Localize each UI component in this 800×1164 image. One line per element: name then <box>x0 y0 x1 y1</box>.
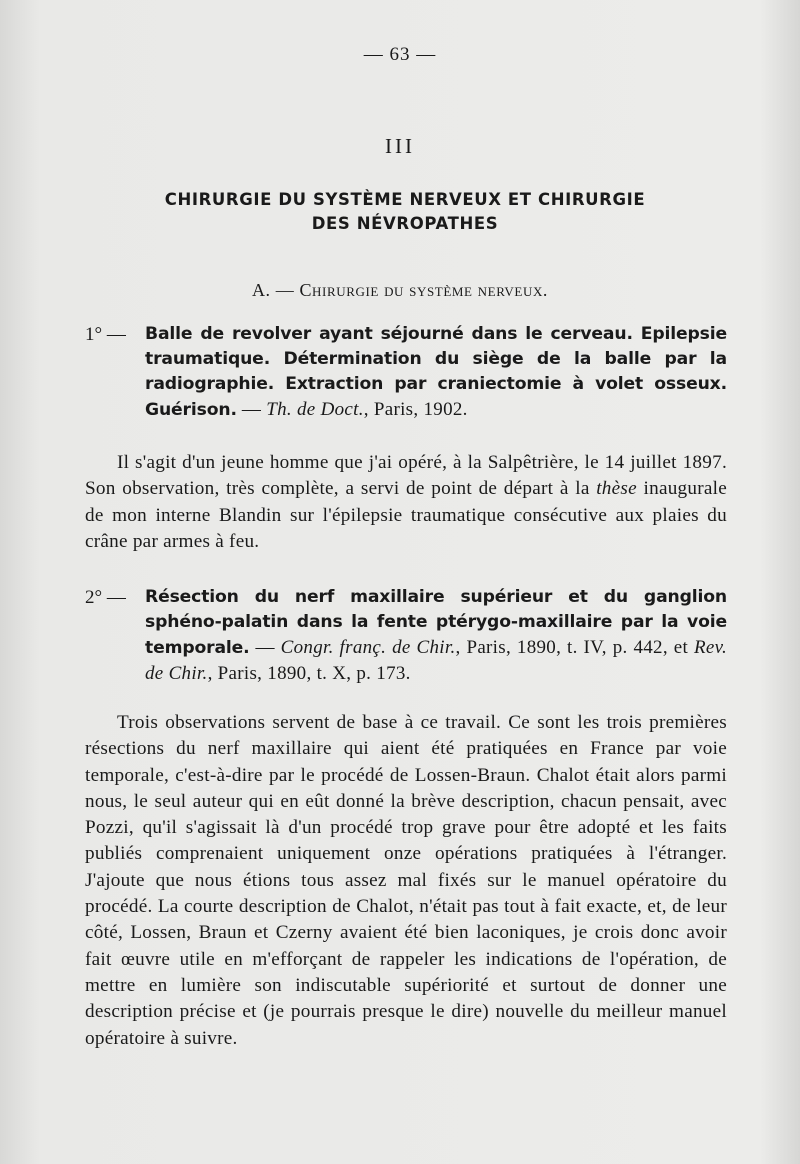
paragraph-1 <box>85 450 727 555</box>
paragraph-2 <box>85 710 727 1052</box>
entry-1-ref-source: Th. de Doct. <box>266 399 364 420</box>
chapter-title-line-2: DES NÉVROPATHES <box>311 214 499 233</box>
entry-2-title: Résection du nerf maxillaire supérieur et du ganglion sphéno-palatin dans la fente ptérygo-maxillaire par la voie temporale. <box>145 587 727 658</box>
entry-2-ref-source-2: Rev. de Chir. <box>145 637 728 684</box>
chapter-title <box>90 188 720 236</box>
entry-1-title: Balle de revolver ayant séjourné dans le cerveau. Epilepsie traumatique. Détermination du siège de la balle par la radiographie. Extraction par craniectomie à volet osseux. Guérison. <box>145 324 727 420</box>
paragraph-1-part-1: Il s'agit d'un jeune homme que j'ai opéré, à la Salpêtrière, le 14 juillet 1897. Son observation, très complète, a servi de point de départ à la <box>85 452 727 500</box>
entry-2-ref-mid: , Paris, 1890, t. IV, p. 442, et <box>455 637 694 658</box>
part-numeral: III <box>385 134 415 158</box>
entry-2-ref-source-1: Congr. franç. de Chir. <box>280 637 456 658</box>
entry-1-body <box>145 322 727 423</box>
entry-1-ref-dash: — <box>236 399 267 420</box>
paragraph-1-italic: thèse <box>596 478 637 500</box>
entry-2-ref-dash: — <box>249 637 281 658</box>
page-number: — 63 — <box>363 44 437 65</box>
entry-2-ref-rest: , Paris, 1890, t. X, p. 173. <box>207 663 411 684</box>
paragraph-1-part-2: inaugurale de mon interne Blandin sur l'épilepsie traumatique consécutive aux plaies du crâne par armes à feu. <box>85 478 728 552</box>
entry-1-ref-rest: , Paris, 1902. <box>363 399 468 420</box>
entry-1-number: 1° — <box>85 324 126 345</box>
section-title: A. — Chirurgie du système nerveux. <box>251 280 549 300</box>
entry-2-body <box>145 585 727 687</box>
paragraph-2-text: Trois observations servent de base à ce travail. Ce sont les trois premières résections du nerf maxillaire qui aient été pratiquées en France par voie temporale, c'est-à-dire par le procédé de Lossen-Braun. Chalot était alors parmi nous, le seul auteur qui en eût donné la brève description, chacun pensait, avec Pozzi, qu'il s'agissait là d'un procédé trop grave pour être adopté et les faits publiés comprenaient uniquement onze opérations pratiquées à l'étranger. J'ajoute que nous étions tous assez mal fixés sur le manuel opératoire du procédé. La courte description de Chalot, n'était pas tout à fait exacte, et, de leur côté, Lossen, Braun et Czerny avaient été bien laconiques, je crois donc avoir fait œuvre utile en m'efforçant de rappeler les indications de l'opération, de mettre en lumière son indiscutable supériorité et surtout de donner une description précise et (je pourrais presque le dire) nouvelle du meilleur manuel opératoire à suivre. <box>85 712 727 1049</box>
entry-2-number: 2° — <box>85 587 126 608</box>
chapter-title-line-1: CHIRURGIE DU SYSTÈME NERVEUX ET CHIRURGIE <box>164 190 646 209</box>
